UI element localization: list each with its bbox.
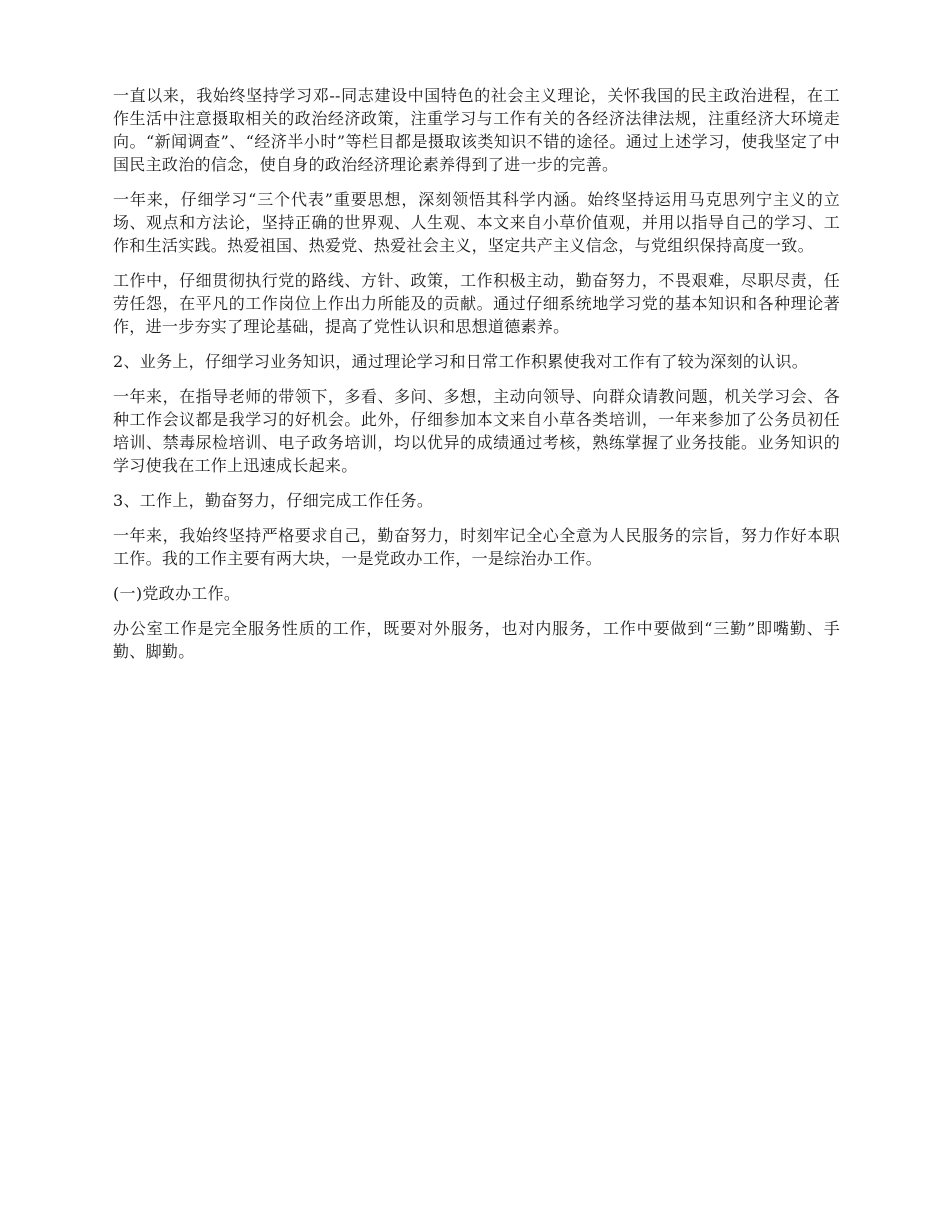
- paragraph: 一年来，我始终坚持严格要求自己，勤奋努力，时刻牢记全心全意为人民服务的宗旨，努力作好本职工作。我的工作主要有两大块，一是党政办工作，一是综治办工作。: [113, 526, 840, 568]
- paragraph: 一年来，在指导老师的带领下，多看、多问、多想，主动向领导、向群众请教问题，机关学习会、各种工作会议都是我学习的好机会。此外，仔细参加本文来自小草各类培训，一年来参加了公务员初任培训、禁毒尿检培训、电子政务培训，均以优异的成绩通过考核，熟练掌握了业务技能。业务知识的学习使我在工作上迅速成长起来。: [113, 387, 840, 475]
- document-body: [113, 84, 840, 675]
- paragraph: 工作中，仔细贯彻执行党的路线、方针、政策，工作积极主动，勤奋努力，不畏艰难，尽职尽责，任劳任怨，在平凡的工作岗位上作出力所能及的贡献。通过仔细系统地学习党的基本知识和各种理论著作，进一步夯实了理论基础，提高了党性认识和思想道德素养。: [113, 271, 840, 336]
- paragraph: 一直以来，我始终坚持学习邓--同志建设中国特色的社会主义理论，关怀我国的民主政治进程，在工作生活中注意摄取相关的政治经济政策，注重学习与工作有关的各经济法律法规，注重经济大环境走向。“新闻调查”、“经济半小时”等栏目都是摄取该类知识不错的途径。通过上述学习，使我坚定了中国民主政治的信念，使自身的政治经济理论素养得到了进一步的完善。: [113, 86, 840, 174]
- paragraph: 2、业务上，仔细学习业务知识，通过理论学习和日常工作积累使我对工作有了较为深刻的认识。: [113, 352, 809, 371]
- paragraph: 一年来，仔细学习“三个代表”重要思想，深刻领悟其科学内涵。始终坚持运用马克思列宁主义的立场、观点和方法论，坚持正确的世界观、人生观、本文来自小草价值观，并用以指导自己的学习、工作和生活实践。热爱祖国、热爱党、热爱社会主义，坚定共产主义信念，与党组织保持高度一致。: [113, 190, 840, 255]
- paragraph: 办公室工作是完全服务性质的工作，既要对外服务，也对内服务，工作中要做到“三勤”即嘴勤、手勤、脚勤。: [113, 619, 840, 661]
- paragraph: (一)党政办工作。: [113, 584, 241, 603]
- paragraph: 3、工作上，勤奋努力，仔细完成工作任务。: [113, 491, 434, 510]
